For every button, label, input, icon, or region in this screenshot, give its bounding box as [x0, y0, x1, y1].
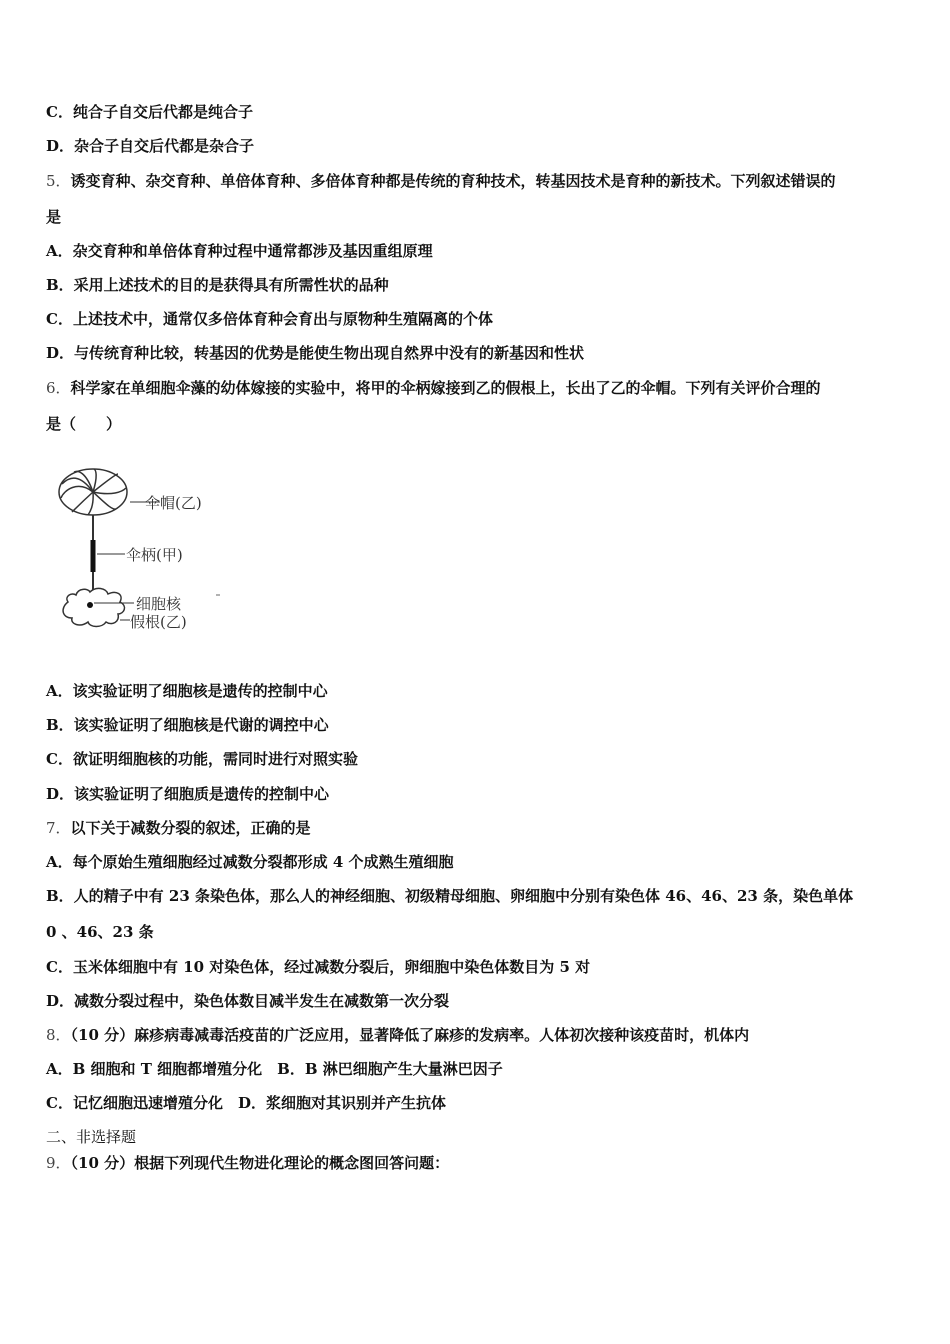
- q5-option-b: B．采用上述技术的目的是获得具有所需性状的品种: [46, 276, 389, 294]
- q5-option-a: A．杂交育种和单倍体育种过程中通常都涉及基因重组原理: [46, 242, 433, 260]
- q7-option-a: A．每个原始生殖细胞经过减数分裂都形成 4 个成熟生殖细胞: [46, 853, 454, 871]
- cap-label: 伞帽(乙): [145, 494, 202, 512]
- q6-option-a: A．该实验证明了细胞核是遗传的控制中心: [46, 682, 328, 700]
- q5-stem-line1: 5．诱变育种、杂交育种、单倍体育种、多倍体育种都是传统的育种技术，转基因技术是育种的新技术。下列叙述错误的: [46, 172, 836, 190]
- q6-stem-line1: 6．科学家在单细胞伞藻的幼体嫁接的实验中，将甲的伞柄嫁接到乙的假根上，长出了乙的伞帽。下列有关评价合理的: [46, 379, 821, 397]
- rhizoid: [63, 588, 124, 626]
- q8-options-ab: A．B 细胞和 T 细胞都增殖分化 B．B 淋巴细胞产生大量淋巴因子: [46, 1060, 503, 1078]
- q7-option-b-line2: 0 、46、23 条: [46, 923, 154, 941]
- q7-number: 7．: [46, 819, 71, 837]
- q7-stem: 7．以下关于减数分裂的叙述，正确的是: [46, 819, 311, 837]
- q6-number: 6．: [46, 379, 71, 397]
- q5-number: 5．: [46, 172, 71, 190]
- q9-number: 9．: [46, 1154, 71, 1172]
- q5-option-c: C．上述技术中，通常仅多倍体育种会育出与原物种生殖隔离的个体: [46, 310, 493, 328]
- acetabularia-figure: [50, 462, 240, 642]
- q8-stem: 8．（10 分）麻疹病毒减毒活疫苗的广泛应用，显著降低了麻疹的发病率。人体初次接种该疫苗时，机体内: [46, 1026, 750, 1044]
- q6-option-c: C．欲证明细胞核的功能，需同时进行对照实验: [46, 750, 358, 768]
- q6-stem-line2: 是（ ）: [46, 415, 122, 433]
- q4-option-d: D．杂合子自交后代都是杂合子: [46, 137, 255, 155]
- q9-stem: 9．（10 分）根据下列现代生物进化理论的概念图回答问题：: [46, 1154, 450, 1172]
- q5-stem-line2: 是: [46, 208, 62, 226]
- section-title: 二、非选择题: [46, 1128, 137, 1146]
- stalk-label: 伞柄(甲): [126, 546, 183, 564]
- q8-options-cd: C．记忆细胞迅速增殖分化 D．浆细胞对其识别并产生抗体: [46, 1094, 446, 1112]
- nucleus-label: 细胞核: [136, 595, 182, 613]
- umbrella-cap: [59, 469, 127, 515]
- q6-option-d: D．该实验证明了细胞质是遗传的控制中心: [46, 785, 330, 803]
- rhizoid-label: 假根(乙): [130, 613, 187, 631]
- q4-option-c: C．纯合子自交后代都是纯合子: [46, 103, 253, 121]
- q7-option-c: C．玉米体细胞中有 10 对染色体，经过减数分裂后，卵细胞中染色体数目为 5 对: [46, 958, 591, 976]
- q7-option-b-line1: B．人的精子中有 23 条染色体，那么人的神经细胞、初级精母细胞、卵细胞中分别有染色体 46、46、23 条，染色单体: [46, 887, 854, 905]
- q6-option-b: B．该实验证明了细胞核是代谢的调控中心: [46, 716, 329, 734]
- q5-option-d: D．与传统育种比较，转基因的优势是能使生物出现自然界中没有的新基因和性状: [46, 344, 585, 362]
- q7-option-d: D．减数分裂过程中，染色体数目减半发生在减数第一次分裂: [46, 992, 450, 1010]
- q8-number: 8．: [46, 1026, 71, 1044]
- nucleus-dot: [87, 602, 93, 608]
